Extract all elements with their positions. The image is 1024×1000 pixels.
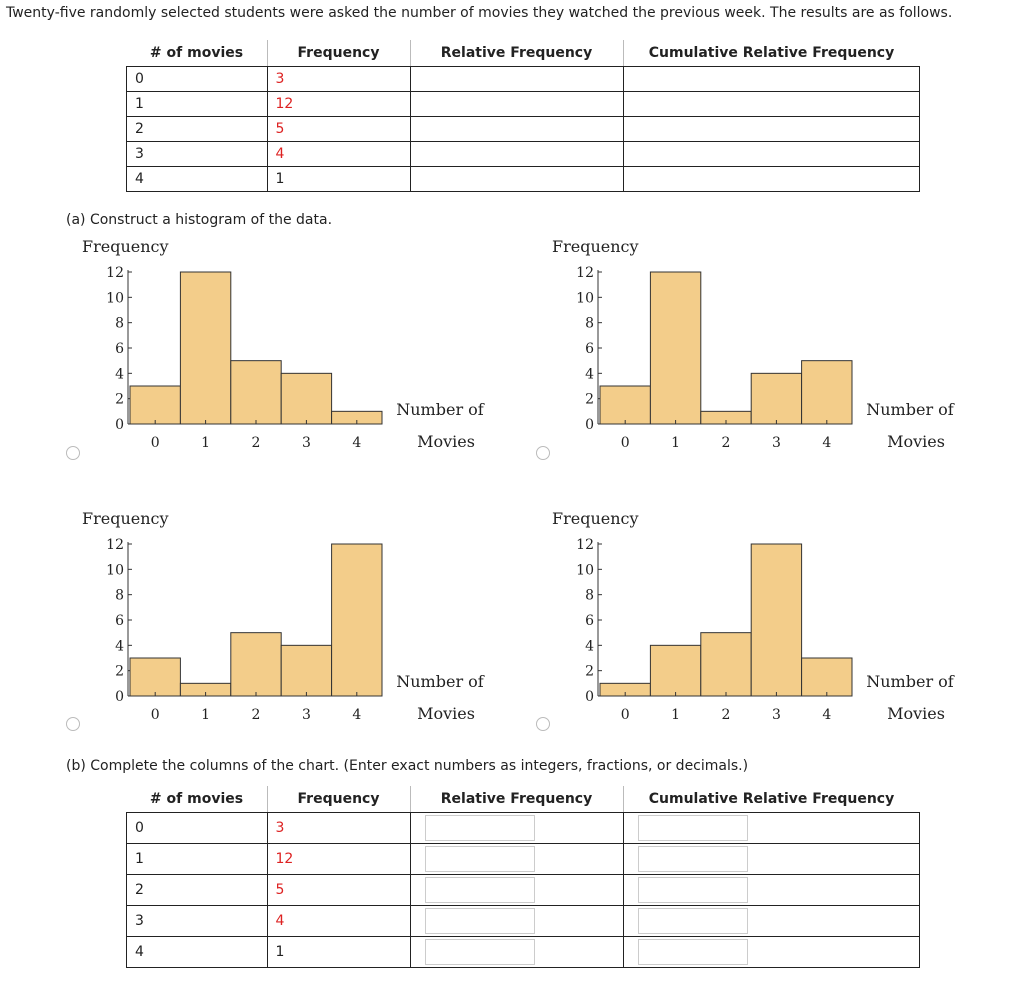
- cumulative-frequency-cell: [623, 813, 920, 844]
- histogram-bar: [650, 645, 700, 696]
- relative-frequency-cell: [410, 142, 623, 167]
- movies-cell: 1: [127, 844, 268, 875]
- y-tick-label: 10: [576, 290, 594, 307]
- x-axis-label: Movies: [417, 704, 475, 723]
- histogram-option-a: [80, 235, 550, 465]
- movies-cell: 0: [127, 813, 268, 844]
- part-b-question: (b) Complete the columns of the chart. (Enter exact numbers as integers, fractions, or decimals.): [66, 758, 749, 774]
- relative-frequency-cell: [410, 67, 623, 92]
- x-tick-label: 0: [620, 435, 630, 451]
- histogram-bar: [332, 544, 382, 696]
- column-header: Cumulative Relative Frequency: [623, 40, 920, 67]
- y-tick-label: 0: [115, 689, 124, 705]
- y-tick-label: 2: [115, 391, 124, 408]
- x-axis-label: Movies: [887, 432, 945, 451]
- x-tick-label: 2: [721, 435, 731, 451]
- x-tick-label: 4: [352, 707, 362, 723]
- y-tick-label: 8: [115, 587, 124, 604]
- y-tick-label: 10: [106, 290, 124, 307]
- x-tick-label: 0: [620, 707, 630, 723]
- y-tick-label: 8: [585, 587, 594, 604]
- y-axis-label: Frequency: [552, 237, 639, 256]
- cumulative-frequency-cell: [623, 142, 920, 167]
- x-tick-label: 4: [822, 435, 832, 451]
- frequency-cell: 5: [267, 117, 410, 142]
- movies-cell: 2: [127, 117, 268, 142]
- y-tick-label: 6: [585, 613, 594, 629]
- x-tick-label: 4: [822, 707, 832, 723]
- cumulative-frequency-input[interactable]: [638, 815, 748, 841]
- y-tick-label: 0: [585, 689, 594, 705]
- relative-frequency-input[interactable]: [425, 877, 535, 903]
- table-row: [127, 167, 920, 192]
- x-axis-label: Number of: [396, 400, 484, 419]
- histogram-bar: [281, 373, 331, 424]
- x-axis-label: Number of: [866, 400, 954, 419]
- y-tick-label: 4: [585, 366, 594, 383]
- column-header: Relative Frequency: [410, 40, 623, 67]
- cumulative-frequency-cell: [623, 167, 920, 192]
- frequency-table: [126, 40, 920, 192]
- movies-cell: 3: [127, 142, 268, 167]
- relative-frequency-cell: [410, 117, 623, 142]
- option-c-radio[interactable]: [66, 717, 80, 731]
- x-axis-label: Number of: [396, 672, 484, 691]
- table-row: [127, 142, 920, 167]
- relative-frequency-input[interactable]: [425, 908, 535, 934]
- table-header-row: [127, 40, 920, 67]
- frequency-cell: 12: [267, 844, 410, 875]
- histogram-bar: [180, 272, 230, 424]
- x-tick-label: 1: [201, 707, 211, 723]
- histogram-svg: [550, 507, 1020, 737]
- cumulative-frequency-cell: [623, 906, 920, 937]
- histogram-bar: [701, 633, 751, 696]
- movies-cell: 2: [127, 875, 268, 906]
- relative-frequency-cell: [410, 92, 623, 117]
- cumulative-frequency-cell: [623, 67, 920, 92]
- table-row: [127, 67, 920, 92]
- x-tick-label: 2: [251, 707, 261, 723]
- movies-cell: 4: [127, 167, 268, 192]
- histogram-option-d: [550, 507, 1020, 737]
- y-tick-label: 12: [576, 537, 594, 553]
- y-tick-label: 4: [115, 638, 124, 655]
- y-tick-label: 2: [115, 663, 124, 680]
- x-axis-label: Movies: [887, 704, 945, 723]
- x-tick-label: 0: [150, 707, 160, 723]
- y-axis-label: Frequency: [82, 509, 169, 528]
- histogram-bar: [130, 386, 180, 424]
- x-axis-label: Number of: [866, 672, 954, 691]
- frequency-cell: 12: [267, 92, 410, 117]
- y-tick-label: 12: [106, 537, 124, 553]
- movies-cell: 4: [127, 937, 268, 968]
- movies-cell: 3: [127, 906, 268, 937]
- y-tick-label: 8: [115, 315, 124, 332]
- table-row: [127, 844, 920, 875]
- frequency-cell: 3: [267, 67, 410, 92]
- table-row: [127, 92, 920, 117]
- histogram-svg: [550, 235, 1020, 465]
- frequency-cell: 1: [267, 167, 410, 192]
- histogram-svg: [80, 507, 550, 737]
- relative-frequency-cell: [410, 844, 623, 875]
- y-tick-label: 2: [585, 391, 594, 408]
- x-tick-label: 3: [771, 707, 781, 723]
- relative-frequency-input[interactable]: [425, 939, 535, 965]
- table-row: [127, 937, 920, 968]
- relative-frequency-cell: [410, 937, 623, 968]
- y-tick-label: 8: [585, 315, 594, 332]
- movies-cell: 0: [127, 67, 268, 92]
- column-header: Relative Frequency: [410, 786, 623, 813]
- x-axis-label: Movies: [417, 432, 475, 451]
- column-header: # of movies: [127, 40, 268, 67]
- column-header: # of movies: [127, 786, 268, 813]
- intro-text: Twenty-five randomly selected students were asked the number of movies they watched the previous week. The results are as follows.: [6, 5, 953, 21]
- histogram-svg: [80, 235, 550, 465]
- table-row: [127, 906, 920, 937]
- y-tick-label: 0: [115, 417, 124, 433]
- frequency-cell: 5: [267, 875, 410, 906]
- histogram-bar: [231, 361, 281, 424]
- cumulative-frequency-cell: [623, 937, 920, 968]
- histogram-bar: [751, 544, 801, 696]
- x-tick-label: 1: [201, 435, 211, 451]
- histogram-option-b: [550, 235, 1020, 465]
- histogram-bar: [802, 361, 852, 424]
- column-header: Frequency: [267, 786, 410, 813]
- cumulative-frequency-cell: [623, 844, 920, 875]
- y-tick-label: 0: [585, 417, 594, 433]
- y-tick-label: 6: [585, 341, 594, 357]
- cumulative-frequency-input[interactable]: [638, 877, 748, 903]
- x-tick-label: 0: [150, 435, 160, 451]
- option-a-radio[interactable]: [66, 446, 80, 460]
- histogram-bar: [231, 633, 281, 696]
- histogram-bar: [281, 645, 331, 696]
- table-row: [127, 117, 920, 142]
- relative-frequency-cell: [410, 906, 623, 937]
- x-tick-label: 1: [671, 707, 681, 723]
- x-tick-label: 3: [771, 435, 781, 451]
- cumulative-frequency-cell: [623, 92, 920, 117]
- column-header: Cumulative Relative Frequency: [623, 786, 920, 813]
- cumulative-frequency-input[interactable]: [638, 846, 748, 872]
- relative-frequency-cell: [410, 875, 623, 906]
- y-tick-label: 6: [115, 341, 124, 357]
- x-tick-label: 2: [251, 435, 261, 451]
- x-tick-label: 2: [721, 707, 731, 723]
- column-header: Frequency: [267, 40, 410, 67]
- y-axis-label: Frequency: [552, 509, 639, 528]
- y-tick-label: 4: [115, 366, 124, 383]
- histogram-option-c: [80, 507, 550, 737]
- relative-frequency-cell: [410, 813, 623, 844]
- x-tick-label: 3: [301, 435, 311, 451]
- y-tick-label: 12: [106, 265, 124, 281]
- relative-frequency-cell: [410, 167, 623, 192]
- movies-cell: 1: [127, 92, 268, 117]
- frequency-cell: 1: [267, 937, 410, 968]
- x-tick-label: 4: [352, 435, 362, 451]
- y-tick-label: 6: [115, 613, 124, 629]
- histogram-bar: [600, 386, 650, 424]
- x-tick-label: 1: [671, 435, 681, 451]
- cumulative-frequency-input[interactable]: [638, 939, 748, 965]
- relative-frequency-input[interactable]: [425, 815, 535, 841]
- x-tick-label: 3: [301, 707, 311, 723]
- cumulative-frequency-cell: [623, 875, 920, 906]
- y-tick-label: 10: [576, 562, 594, 579]
- relative-frequency-input[interactable]: [425, 846, 535, 872]
- histogram-bar: [751, 373, 801, 424]
- answer-table: [126, 786, 920, 968]
- histogram-bar: [130, 658, 180, 696]
- frequency-cell: 4: [267, 142, 410, 167]
- part-a-question: (a) Construct a histogram of the data.: [66, 212, 333, 228]
- table-row: [127, 813, 920, 844]
- answer-table-header-row: [127, 786, 920, 813]
- y-tick-label: 2: [585, 663, 594, 680]
- y-tick-label: 10: [106, 562, 124, 579]
- frequency-cell: 4: [267, 906, 410, 937]
- cumulative-frequency-input[interactable]: [638, 908, 748, 934]
- cumulative-frequency-cell: [623, 117, 920, 142]
- y-axis-label: Frequency: [82, 237, 169, 256]
- y-tick-label: 4: [585, 638, 594, 655]
- table-row: [127, 875, 920, 906]
- histogram-bar: [802, 658, 852, 696]
- frequency-cell: 3: [267, 813, 410, 844]
- y-tick-label: 12: [576, 265, 594, 281]
- histogram-bar: [650, 272, 700, 424]
